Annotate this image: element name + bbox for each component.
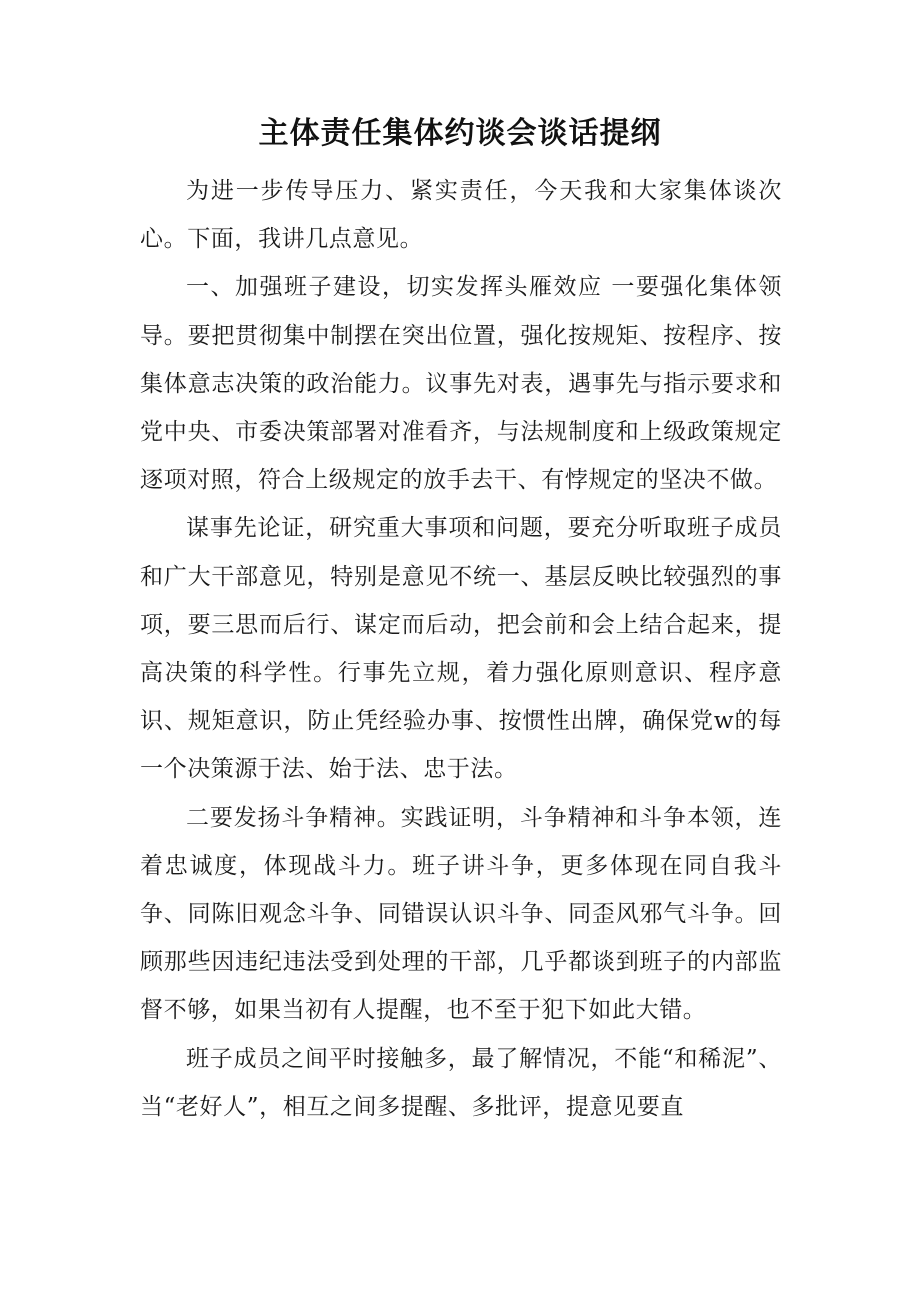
paragraph-mutual-supervision: 班子成员之间平时接触多，最了解情况，不能“和稀泥”、当“老好人”，相互之间多提醒、多批评，提意见要直 [140, 1045, 782, 1120]
paragraph-struggle-spirit: 二要发扬斗争精神。实践证明，斗争精神和斗争本领，连着忠诚度，体现战斗力。班子讲斗争，更多体现在同自我斗争、同陈旧观念斗争、同错误认识斗争、同歪风邪气斗争。回顾那些因违纪违法受到处理的干部，几乎都谈到班子的内部监督不够，如果当初有人提醒，也不至于犯下如此大错。 [140, 804, 782, 1024]
document-body [140, 167, 782, 1131]
paragraph-decision-process: 谋事先论证，研究重大事项和问题，要充分听取班子成员和广大干部意见，特别是意见不统一、基层反映比较强烈的事项，要三思而后行、谋定而后动，把会前和会上结合起来，提高决策的科学性。行事先立规，着力强化原则意识、程序意识、规矩意识，防止凭经验办事、按惯性出牌，确保党w的每一个决策源于法、始于法、忠于法。 [140, 515, 782, 783]
document-title: 主体责任集体约谈会谈话提纲 [258, 116, 662, 151]
paragraph-section-one: 一、加强班子建设，切实发挥头雁效应 一要强化集体领导。要把贯彻集中制摆在突出位置，强化按规矩、按程序、按集体意志决策的政治能力。议事先对表，遇事先与指示要求和党中央、市委决策部署对准看齐，与法规制度和上级政策规定逐项对照，符合上级规定的放手去干、有悖规定的坚决不做。 [140, 274, 782, 494]
paragraph-intro: 为进一步传导压力、紧实责任，今天我和大家集体谈次心。下面，我讲几点意见。 [140, 178, 782, 253]
